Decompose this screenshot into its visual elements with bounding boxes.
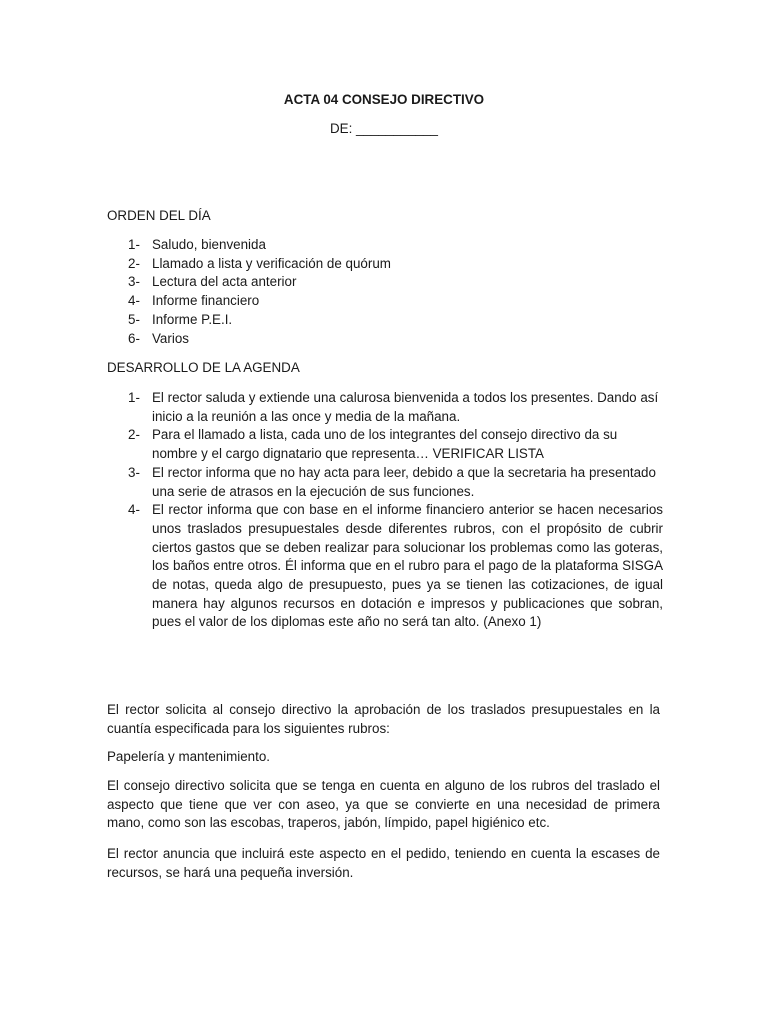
list-item [128,426,663,463]
list-item-text: Informe financiero [152,293,260,309]
orden-del-dia-heading: ORDEN DEL DÍA [107,208,211,223]
list-item [128,330,663,349]
list-item-number: 3- [128,464,140,480]
list-item [128,501,663,632]
list-item [128,273,663,292]
paragraph-rector-response: El rector anuncia que incluirá este aspecto en el pedido, teniendo en cuenta la escases de recursos, se hará una pequeña inversión. [107,846,660,880]
paragraph-aseo-request: El consejo directivo solicita que se tenga en cuenta en alguno de los rubros del traslado el aspecto que tiene que ver con aseo, ya que se convierte en una necesidad de primera mano, como son las escobas, traperos, jabón, límpido, papel higiénico etc. [107,778,660,831]
list-item-number: 5- [128,311,140,327]
desarrollo-agenda-list [128,389,663,632]
list-item [128,464,663,501]
paragraph-approval-request: El rector solicita al consejo directivo la aprobación de los traslados presupuestales en la cuantía especificada para los siguientes rubros: [107,702,660,736]
desarrollo-agenda-heading: DESARROLLO DE LA AGENDA [107,360,300,375]
list-item-number: 1- [128,390,140,405]
list-item-number: 4- [128,502,140,518]
list-item-text: Para el llamado a lista, cada uno de los integrantes del consejo directivo da su nombre y el cargo dignatario que representa… VERIFICAR LISTA [152,427,618,462]
list-item-text: Lectura del acta anterior [152,274,297,290]
list-item-number: 6- [128,330,140,346]
list-item [128,236,663,255]
list-item-text: El rector informa que con base en el informe financiero anterior se hacen necesarios unos traslados presupuestales desde diferentes rubros, con el propósito de cubrir ciertos gastos que se deben realizar para solucionar los problemas como las goteras, los baños entre otros. Él informa que en el rubro para el pago de la plataforma SISGA de notas, queda algo de presupuesto, pues ya se tienen las cotizaciones, de igual manera hay algunos recursos en dotación e impresos y publicaciones que sobran, pues el valor de los diplomas este año no será tan alto. (Anexo 1) [152,502,663,630]
orden-del-dia-list [128,236,663,348]
list-item-number: 2- [128,427,140,443]
list-item [128,255,663,274]
list-item [128,389,663,426]
list-item-text: Saludo, bienvenida [152,237,266,252]
list-item-text: Varios [152,330,189,346]
list-item-number: 4- [128,293,140,309]
date-line: DE: ___________ [330,121,438,136]
document-title: ACTA 04 CONSEJO DIRECTIVO [283,92,485,107]
list-item-number: 3- [128,274,140,290]
list-item-number: 1- [128,237,140,252]
list-item-text: Informe P.E.I. [152,311,233,327]
paragraph-rubros: Papelería y mantenimiento. [107,749,271,764]
list-item-text: Llamado a lista y verificación de quórum [152,255,391,271]
list-item [128,292,663,311]
list-item-text: El rector informa que no hay acta para leer, debido a que la secretaria ha presentado una serie de atrasos en la ejecución de sus funciones. [152,464,656,499]
list-item-text: El rector saluda y extiende una calurosa bienvenida a todos los presentes. Dando así inicio a la reunión a las once y media de la mañana. [152,390,659,424]
list-item-number: 2- [128,255,140,271]
list-item [128,311,663,330]
